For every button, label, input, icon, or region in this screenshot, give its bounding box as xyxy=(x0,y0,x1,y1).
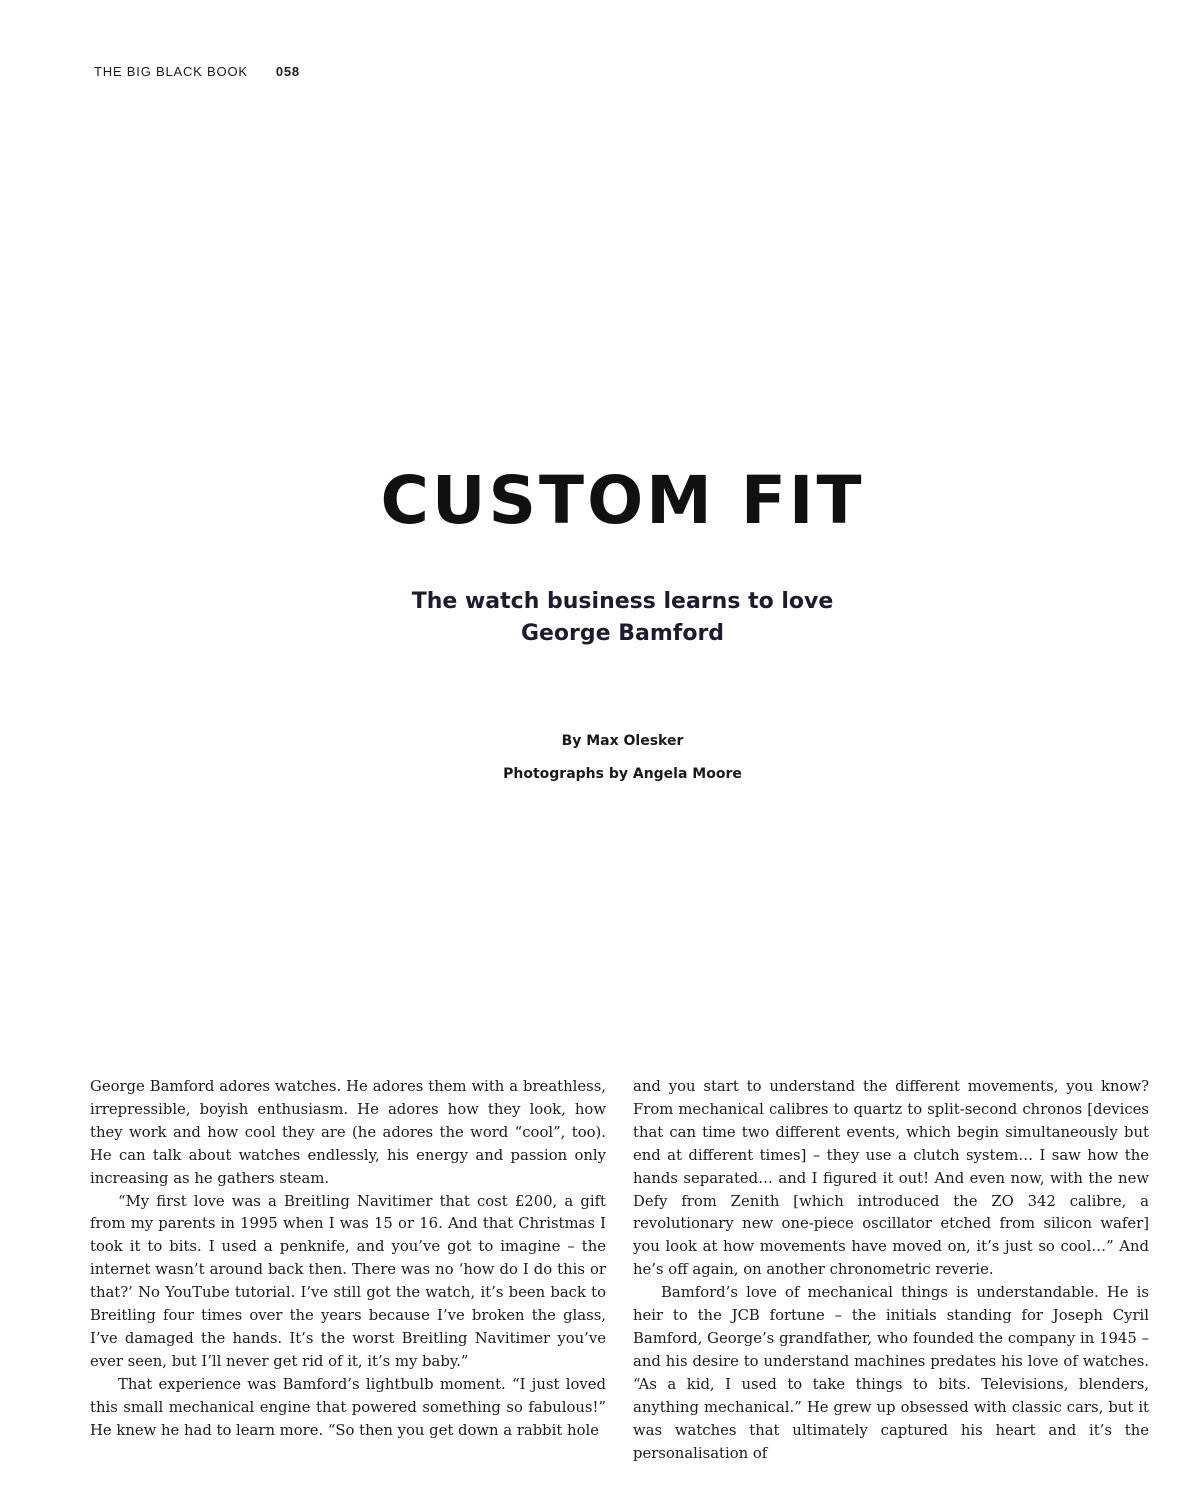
body-paragraph: George Bamford adores watches. He adores them with a breathless, irrepressible, boyish enthusiasm. He adores how they look, how they work and how cool they are (he adores the word “cool”, too). He can talk about watches endlessly, his energy and passion only increasing as he gathers steam. xyxy=(90,1078,606,1187)
body-paragraph: and you start to understand the different movements, you know? From mechanical calibres to quartz to split-second chronos [devices that can time two different events, which begin simultaneously but end at different times] – they use a clutch system… I saw how the hands separated… and I figured it out! And even now, with the new Defy from Zenith [which introduced the ZO 342 calibre, a revolutionary new one-piece oscillator etched from silicon wafer] you look at how movements have moved on, it’s just so cool…” And he’s off again, on another chronometric reverie. xyxy=(633,1078,1149,1279)
body-column-right xyxy=(633,1076,1149,1465)
standfirst xyxy=(0,586,1200,650)
headline: CUSTOM FIT xyxy=(380,462,865,539)
body-paragraph: That experience was Bamford’s lightbulb moment. “I just loved this small mechanical engine that powered something so fabulous!” He knew he had to learn more. “So then you get down a rabbit hole xyxy=(90,1375,606,1439)
publication-name: THE BIG BLACK BOOK xyxy=(94,64,248,79)
body-paragraph: “My first love was a Breitling Navitimer that cost £200, a gift from my parents in 1995 when I was 15 or 16. And that Christmas I took it to bits. I used a penknife, and you’ve got to imagine – the internet wasn’t around back then. There was no ‘how do I do this or that?’ No YouTube tutorial. I’ve still got the watch, it’s been back to Breitling four times over the years because I’ve broken the glass, I’ve damaged the hands. It’s the worst Breitling Navitimer you’ve ever seen, but I’ll never get rid of it, it’s my baby.” xyxy=(90,1192,606,1370)
standfirst-line-2: George Bamford xyxy=(520,621,725,646)
author-byline: By Max Olesker xyxy=(561,733,684,749)
photographer-credit: Photographs by Angela Moore xyxy=(503,766,742,782)
body-column-left xyxy=(90,1076,606,1443)
page-number: 058 xyxy=(275,64,300,79)
standfirst-line-1: The watch business learns to love xyxy=(411,589,834,614)
body-paragraph: Bamford’s love of mechanical things is understandable. He is heir to the JCB fortune – the initials standing for Joseph Cyril Bamford, George’s grandfather, who founded the company in 1945 – and his desire to understand machines predates his love of watches. “As a kid, I used to take things to bits. Televisions, blenders, anything mechanical.” He grew up obsessed with classic cars, but it was watches that ultimately captured his heart and it’s the personalisation of xyxy=(633,1284,1149,1462)
running-head xyxy=(94,64,300,79)
